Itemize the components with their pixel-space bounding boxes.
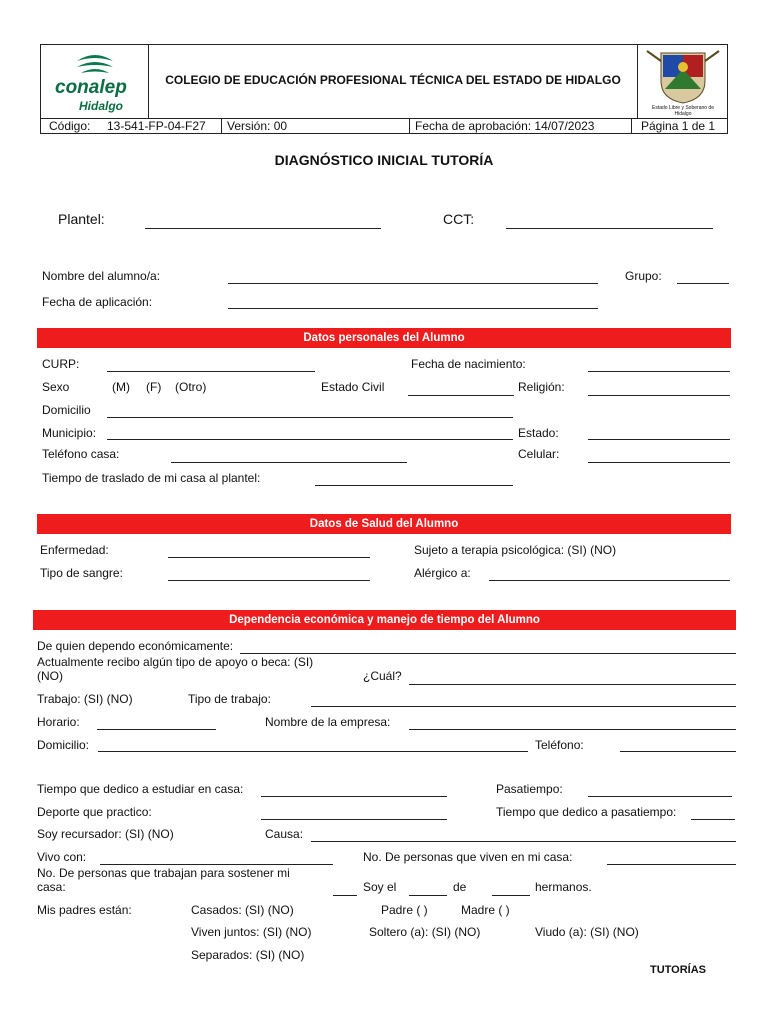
de-label: de <box>453 880 467 894</box>
empresa-label: Nombre de la empresa: <box>265 715 391 729</box>
tiempo-pasatiempo-label: Tiempo que dedico a pasatiempo: <box>496 805 677 819</box>
seal-icon <box>641 47 725 105</box>
logo-word: conalep <box>55 77 127 98</box>
horario-label: Horario: <box>37 715 80 729</box>
religion-label: Religión: <box>518 380 565 394</box>
grupo-label: Grupo: <box>625 269 662 283</box>
depende-label: De quien dependo económicamente: <box>37 639 234 653</box>
domicilio-trabajo-label: Domicilio: <box>37 738 90 752</box>
plantel-field[interactable] <box>145 228 381 229</box>
approval-date: Fecha de aprobación: 14/07/2023 <box>415 119 595 133</box>
estado-civil-field[interactable] <box>408 395 514 396</box>
celular-field[interactable] <box>588 462 730 463</box>
padre-option[interactable]: Padre ( ) <box>381 903 428 917</box>
cct-label: CCT: <box>443 211 475 227</box>
enfermedad-field[interactable] <box>168 557 370 558</box>
sangre-field[interactable] <box>168 580 370 581</box>
de-field[interactable] <box>492 895 530 896</box>
tiempo-pasatiempo-field[interactable] <box>691 819 735 820</box>
trabajo-label[interactable]: Trabajo: (SI) (NO) <box>37 692 133 706</box>
causa-label: Causa: <box>265 827 304 841</box>
viudo-option[interactable]: Viudo (a): (SI) (NO) <box>535 925 639 939</box>
cual-label: ¿Cuál? <box>363 669 402 683</box>
fecha-aplicacion-field[interactable] <box>228 308 598 309</box>
alergico-label: Alérgico a: <box>414 566 471 580</box>
domicilio-label: Domicilio <box>42 403 91 417</box>
economia-section-header: Dependencia económica y manejo de tiempo del Alumno <box>33 610 736 630</box>
telefono-casa-field[interactable] <box>171 462 407 463</box>
logo-sub: Hidalgo <box>79 99 123 113</box>
estado-civil-label: Estado Civil <box>321 380 385 394</box>
tipo-trabajo-field[interactable] <box>311 706 736 707</box>
curp-label: CURP: <box>42 357 80 371</box>
vivo-con-label: Vivo con: <box>37 850 87 864</box>
municipio-field[interactable] <box>107 439 513 440</box>
estado-field[interactable] <box>588 439 730 440</box>
institution-name: COLEGIO DE EDUCACIÓN PROFESIONAL TÉCNICA DEL ESTADO DE HIDALGO <box>165 73 621 87</box>
cual-field[interactable] <box>409 684 736 685</box>
salud-section-header: Datos de Salud del Alumno <box>37 514 731 534</box>
celular-label: Celular: <box>518 447 560 461</box>
soltero-option[interactable]: Soltero (a): (SI) (NO) <box>369 925 481 939</box>
cct-field[interactable] <box>506 228 713 229</box>
alergico-field[interactable] <box>489 580 730 581</box>
fecha-nacimiento-label: Fecha de nacimiento: <box>411 357 526 371</box>
domicilio-field[interactable] <box>107 417 513 418</box>
hermanos-label: hermanos. <box>535 880 592 894</box>
state-seal <box>641 47 725 117</box>
grupo-field[interactable] <box>677 283 729 284</box>
estudiar-field[interactable] <box>261 796 447 797</box>
sexo-m-option[interactable]: (M) <box>112 380 130 394</box>
telefono-casa-label: Teléfono casa: <box>42 447 120 461</box>
fecha-nacimiento-field[interactable] <box>588 371 730 372</box>
telefono-trabajo-field[interactable] <box>620 751 736 752</box>
code-value: 13-541-FP-04-F27 <box>107 119 206 133</box>
apoyo-no-option[interactable]: (NO) <box>37 669 63 683</box>
personas-trabajan-field[interactable] <box>333 895 357 896</box>
personas-trabajan-label: No. De personas que trabajan para sostener mi <box>37 866 290 880</box>
religion-field[interactable] <box>588 395 730 396</box>
enfermedad-label: Enfermedad: <box>40 543 109 557</box>
code-label: Código: <box>49 119 91 133</box>
empresa-field[interactable] <box>409 729 736 730</box>
sexo-otro-option[interactable]: (Otro) <box>175 380 207 394</box>
curp-field[interactable] <box>107 371 315 372</box>
deporte-field[interactable] <box>261 819 447 820</box>
fecha-aplicacion-label: Fecha de aplicación: <box>42 295 153 309</box>
tipo-trabajo-label: Tipo de trabajo: <box>188 692 271 706</box>
pasatiempo-label: Pasatiempo: <box>496 782 563 796</box>
page-number: Página 1 de 1 <box>641 119 716 133</box>
traslado-field[interactable] <box>315 485 513 486</box>
soy-el-label: Soy el <box>363 880 397 894</box>
nombre-field[interactable] <box>228 283 598 284</box>
header-table <box>40 44 728 134</box>
madre-option[interactable]: Madre ( ) <box>461 903 510 917</box>
personas-trabajan-label-2: casa: <box>37 880 66 894</box>
nombre-label: Nombre del alumno/a: <box>42 269 161 283</box>
terapia-label[interactable]: Sujeto a terapia psicológica: (SI) (NO) <box>414 543 617 557</box>
vivo-con-field[interactable] <box>100 864 333 865</box>
plantel-label: Plantel: <box>58 211 105 227</box>
document-title: DIAGNÓSTICO INICIAL TUTORÍA <box>274 152 494 168</box>
municipio-label: Municipio: <box>42 426 97 440</box>
sexo-label: Sexo <box>42 380 70 394</box>
soy-el-field[interactable] <box>409 895 447 896</box>
recursador-label[interactable]: Soy recursador: (SI) (NO) <box>37 827 174 841</box>
personal-section-header: Datos personales del Alumno <box>37 328 731 348</box>
casados-option[interactable]: Casados: (SI) (NO) <box>191 903 294 917</box>
estudiar-label: Tiempo que dedico a estudiar en casa: <box>37 782 244 796</box>
sexo-f-option[interactable]: (F) <box>146 380 162 394</box>
padres-label: Mis padres están: <box>37 903 132 917</box>
pasatiempo-field[interactable] <box>588 796 732 797</box>
deporte-label: Deporte que practico: <box>37 805 152 819</box>
personas-viven-label: No. De personas que viven en mi casa: <box>363 850 573 864</box>
conalep-logo <box>47 51 143 113</box>
depende-field[interactable] <box>240 653 736 654</box>
viven-juntos-option[interactable]: Viven juntos: (SI) (NO) <box>191 925 312 939</box>
estado-label: Estado: <box>518 426 559 440</box>
separados-option[interactable]: Separados: (SI) (NO) <box>191 948 305 962</box>
footer-label: TUTORÍAS <box>650 964 707 976</box>
domicilio-trabajo-field[interactable] <box>98 751 528 752</box>
traslado-label: Tiempo de traslado de mi casa al plantel: <box>42 471 261 485</box>
seal-caption: Estado Libre y Soberano de Hidalgo <box>652 105 714 117</box>
telefono-trabajo-label: Teléfono: <box>535 738 584 752</box>
sangre-label: Tipo de sangre: <box>40 566 123 580</box>
personas-viven-field[interactable] <box>607 864 736 865</box>
causa-field[interactable] <box>311 841 736 842</box>
horario-field[interactable] <box>97 729 216 730</box>
apoyo-label: Actualmente recibo algún tipo de apoyo o beca: (SI) <box>37 655 314 669</box>
version: Versión: 00 <box>227 119 288 133</box>
